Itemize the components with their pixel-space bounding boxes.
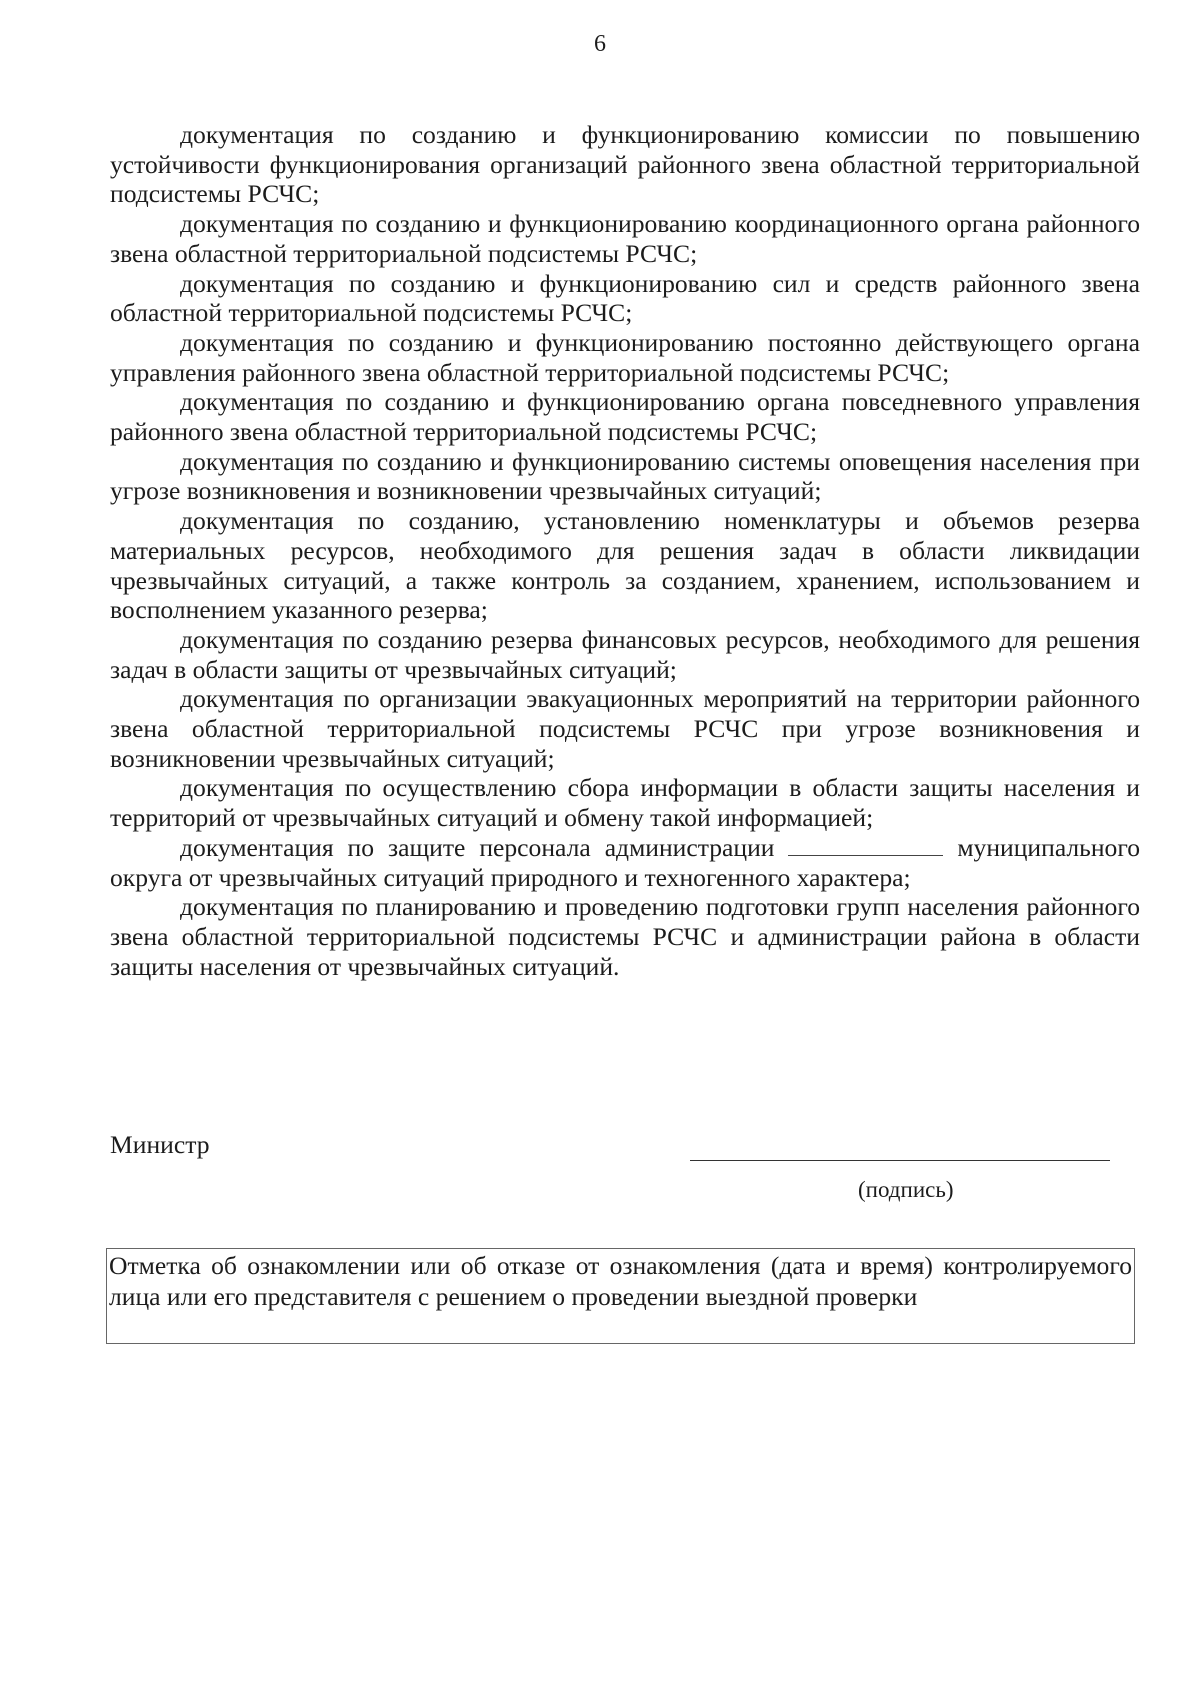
signature-line [690,1160,1110,1161]
paragraph: документация по созданию резерва финансовых ресурсов, необходимого для решения задач в области защиты от чрезвычайных ситуаций; [110,624,1140,684]
paragraph: документация по осуществлению сбора информации в области защиты населения и территорий от чрезвычайных ситуаций и обмену такой информацией; [110,773,1140,833]
document-body [110,120,1140,981]
blank-fill-line [788,833,943,856]
acknowledgement-text: Отметка об ознакомлении или об отказе от ознакомления (дата и время) контролируемого лица или его представителя с решением о проведении выездной проверки [109,1251,1132,1311]
paragraph: документация по созданию и функционированию органа повседневного управления районного звена областной территориальной подсистемы РСЧС; [110,387,1140,447]
paragraph: документация по планированию и проведению подготовки групп населения районного звена областной территориальной подсистемы РСЧС и администрации района в области защиты населения от чрезвычайных ситуаций. [110,892,1140,981]
signature-caption: (подпись) [858,1177,954,1202]
paragraph: документация по созданию и функционированию сил и средств районного звена областной территориальной подсистемы РСЧС; [110,268,1140,328]
personnel-text-start: документация по защите персонала администрации [180,832,775,862]
personnel-text-end: муниципального округа от чрезвычайных ситуаций природного и техногенного характера; [110,832,1140,892]
paragraph: документация по созданию и функционированию комиссии по повышению устойчивости функционирования организаций районного звена областной территориальной подсистемы РСЧС; [110,120,1140,209]
paragraph: документация по созданию и функционированию системы оповещения населения при угрозе возникновения и возникновении чрезвычайных ситуаций; [110,446,1140,506]
signatory-title: Министр [110,1130,210,1159]
paragraph: документация по организации эвакуационных мероприятий на территории районного звена областной территориальной подсистемы РСЧС при угрозе возникновения и возникновении чрезвычайных ситуаций; [110,684,1140,773]
page-number: 6 [594,31,606,57]
paragraph: документация по созданию, установлению номенклатуры и объемов резерва материальных ресурсов, необходимого для решения задач в области ликвидации чрезвычайных ситуаций, а также контроль за созданием, хранением, использованием и восполнением указанного резерва; [110,506,1140,625]
personnel-paragraph [110,833,1140,892]
acknowledgement-box [106,1248,1135,1344]
paragraph: документация по созданию и функционированию постоянно действующего органа управления районного звена областной территориальной подсистемы РСЧС; [110,327,1140,387]
paragraph: документация по созданию и функционированию координационного органа районного звена областной территориальной подсистемы РСЧС; [110,209,1140,268]
